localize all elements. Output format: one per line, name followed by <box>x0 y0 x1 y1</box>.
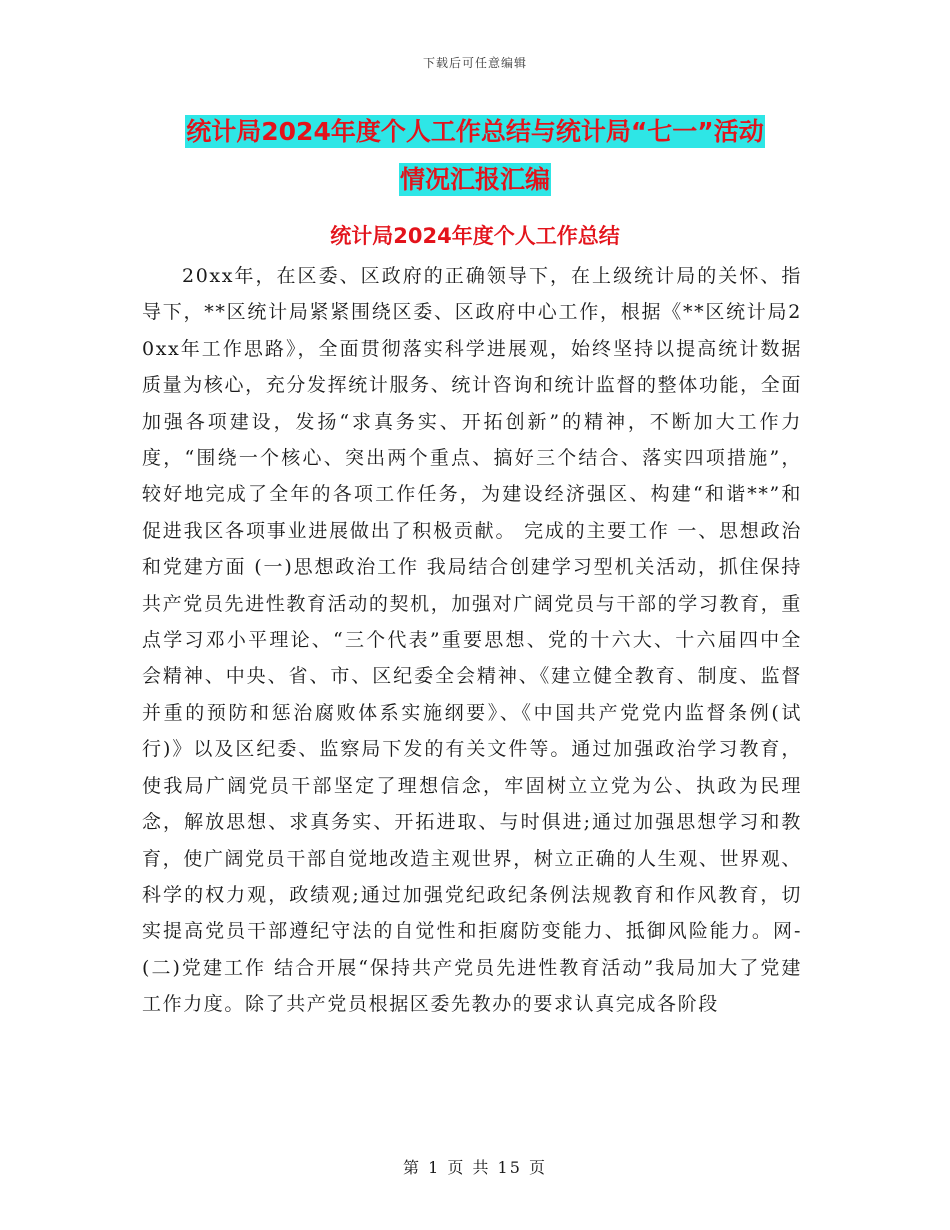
title-line-1: 统计局2024年度个人工作总结与统计局“七一”活动 <box>186 117 764 146</box>
body-paragraph: 20xx年，在区委、区政府的正确领导下，在上级统计局的关怀、指导下，**区统计局紧紧围绕区委、区政府中心工作，根据《**区统计局20xx年工作思路》，全面贯彻落实科学进展观，始终坚持以提高统计数据质量为核心，充分发挥统计服务、统计咨询和统计监督的整体功能，全面加强各项建设，发扬“求真务实、开拓创新”的精神，不断加大工作力度，“围绕一个核心、突出两个重点、搞好三个结合、落实四项措施”，较好地完成了全年的各项工作任务，为建设经济强区、构建“和谐**”和促进我区各项事业进展做出了积极贡献。 完成的主要工作 一、思想政治和党建方面 (一)思想政治工作 我局结合创建学习型机关活动，抓住保持共产党员先进性教育活动的契机，加强对广阔党员与干部的学习教育，重点学习邓小平理论、“三个代表”重要思想、党的十六大、十六届四中全会精神、中央、省、市、区纪委全会精神、《建立健全教育、制度、监督并重的预防和惩治腐败体系实施纲要》、《中国共产党党内监督条例(试行)》以及区纪委、监察局下发的有关文件等。通过加强政治学习教育，使我局广阔党员干部坚定了理想信念，牢固树立立党为公、执政为民理念，解放思想、求真务实、开拓进取、与时俱进;通过加强思想学习和教育，使广阔党员干部自觉地改造主观世界，树立正确的人生观、世界观、科学的权力观，政绩观;通过加强党纪政纪条例法规教育和作风教育，切实提高党员干部遵纪守法的自觉性和拒腐防变能力、抵御风险能力。网- (二)党建工作 结合开展“保持共产党员先进性教育活动”我局加大了党建工作力度。除了共产党员根据区委先教办的要求认真完成各阶段 <box>142 265 802 1016</box>
header-note: 下载后可任意编辑 <box>422 56 527 70</box>
page-footer: 第 1 页 共 15 页 <box>403 1158 547 1177</box>
title-line-2: 情况汇报汇编 <box>399 165 550 194</box>
section-title: 统计局2024年度个人工作总结 <box>330 224 620 248</box>
document-title <box>0 108 950 204</box>
